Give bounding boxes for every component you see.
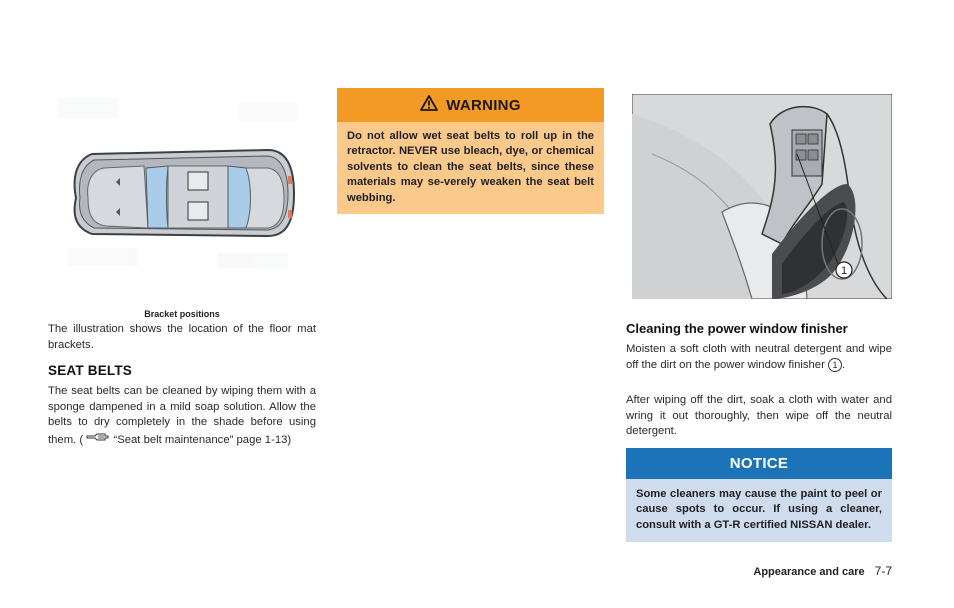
warning-header	[337, 88, 604, 122]
warning-title: WARNING	[446, 96, 521, 114]
notice-body	[626, 479, 892, 542]
intro-paragraph: The illustration shows the location of the floor mat brackets.	[48, 323, 316, 351]
warning-body	[337, 122, 604, 214]
door-panel-illustration	[632, 94, 892, 299]
section-title: SEAT BELTS	[48, 363, 133, 378]
warning-box	[337, 88, 604, 214]
seat-belts-paragraph	[48, 384, 316, 449]
notice-title: NOTICE	[729, 455, 789, 472]
callout-number: 1	[840, 265, 848, 277]
figure-caption: Bracket positions	[144, 309, 220, 319]
warning-text: Do not allow wet seat belts to roll up in the retractor. NEVER use bleach, dye, or chemical solvents to clean the seat belts, since these materials may se-verely weaken the seat belt webbing.	[347, 130, 594, 204]
footer-section: Appearance and care	[753, 566, 865, 578]
warning-triangle-icon	[420, 95, 438, 116]
car-top-view-illustration	[48, 88, 316, 288]
page-number: 7-7	[874, 564, 892, 578]
subsection-title: Cleaning the power window finisher	[626, 321, 848, 336]
notice-text: Some cleaners may cause the paint to peel or cause spots to occur. If using a cleaner, consult with a GT-R certified NISSAN dealer.	[636, 488, 882, 531]
car-illustration	[48, 88, 316, 288]
reference-hand-icon	[86, 431, 110, 449]
notice-box	[626, 448, 892, 542]
notice-header	[626, 448, 892, 479]
cleaning-text-1: Moisten a soft cloth with neutral detergent and wipe off the dirt on the power window finisher	[626, 343, 892, 371]
cleaning-paragraph-2: After wiping off the dirt, soak a cloth with water and wring it out thoroughly, then wipe off the neutral detergent.	[626, 394, 892, 438]
seat-belts-text: The seat belts can be cleaned by wiping them with a sponge dampened in a mild soap solution. Allow the belts to dry completely in the shade before using them. (	[48, 385, 316, 446]
cleaning-text-1-end: .	[842, 358, 846, 371]
finisher-marker: 1	[828, 358, 842, 372]
page-footer	[753, 564, 892, 578]
seat-belt-maintenance-link[interactable]: “Seat belt maintenance” page 1-13)	[113, 433, 292, 446]
cleaning-paragraph-1	[626, 342, 892, 373]
